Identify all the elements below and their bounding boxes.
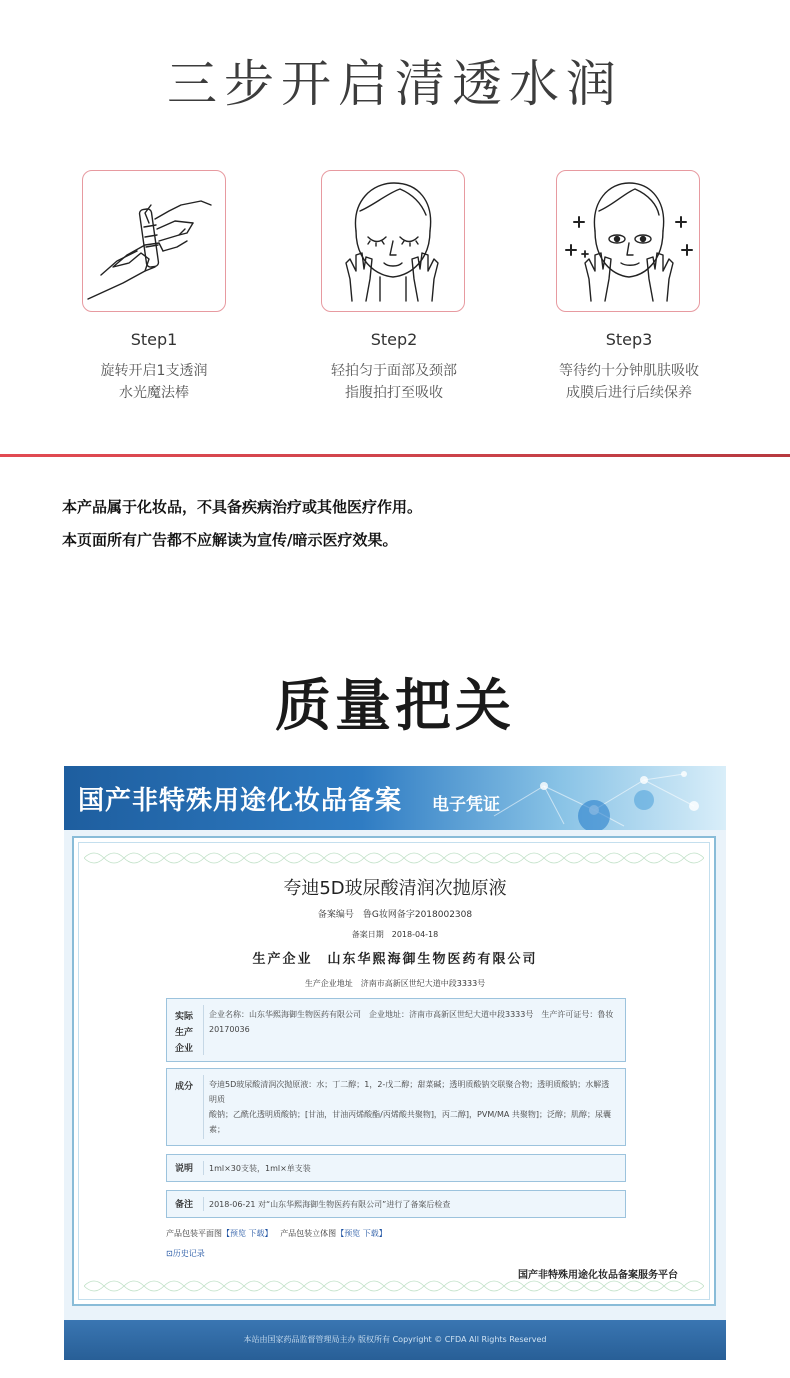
row-separator — [203, 1075, 204, 1139]
row-separator — [203, 1005, 204, 1055]
certificate-footer — [64, 1320, 726, 1360]
row-value: 夸迪5D玻尿酸清润次抛原液：水；丁二醇；1，2-戊二醇；甜菜碱；透明质酸钠交联聚合物；透明质酸钠；水解透明质 酸钠；乙酰化透明质酸钠；[甘油，甘油丙烯酸酯/丙烯酸共聚物]，丙二醇]，PVM/MA 共聚物]；泛醇；肌醇；尿囊 素； — [209, 1080, 611, 1134]
step2-label: Step2 — [370, 330, 418, 349]
step2-illustration — [321, 170, 465, 312]
row-label: 成分 — [174, 1082, 193, 1092]
step3-description: 等待约十分钟肌肤吸收 成膜后进行后续保养 — [559, 363, 699, 401]
manufacturer: 生产企业 山东华熙海御生物医药有限公司 — [252, 952, 538, 967]
step3-label: Step3 — [605, 330, 653, 349]
row-label: 说明 — [174, 1164, 193, 1174]
face-sparkle-icon — [557, 171, 698, 310]
row-value: 2018-06-21 对“山东华熙海御生物医药有限公司”进行了备案后检查 — [209, 1200, 451, 1209]
section-title: 三步开启清透水润 — [167, 55, 623, 113]
disclaimer-line-1: 本产品属于化妆品，不具备疾病治疗或其他医疗作用。 — [62, 498, 423, 516]
flat-preview-link[interactable]: 预览 — [230, 1229, 246, 1238]
section-divider — [0, 454, 790, 457]
step1-description: 旋转开启1支透润 水光魔法棒 — [100, 363, 208, 401]
platform-name: 国产非特殊用途化妆品备案服务平台 — [518, 1270, 678, 1281]
package-links: 产品包装平面图【预览 下载】 产品包装立体图【预览 下载】 — [166, 1229, 387, 1238]
stereo-image-label: 产品包装立体图 — [280, 1229, 337, 1238]
history-icon: ⊡ — [166, 1249, 173, 1258]
flat-download-link[interactable]: 下载 — [248, 1229, 265, 1238]
record-certificate — [64, 766, 726, 1360]
row-description — [166, 1154, 626, 1182]
disclaimer-line-2: 本页面所有广告都不应解读为宣传/暗示医疗效果。 — [62, 531, 398, 549]
certificate-title: 国产非特殊用途化妆品备案 — [78, 786, 403, 816]
record-number: 备案编号 鲁G妆网备字2018002308 — [317, 910, 473, 920]
row-value: 1ml×30支装，1ml×单支装 — [209, 1164, 311, 1173]
row-ingredients — [166, 1068, 626, 1146]
row-label: 实际 生产 企业 — [174, 1012, 193, 1054]
stereo-download-link[interactable]: 下载 — [362, 1229, 379, 1238]
row-separator — [203, 1197, 204, 1211]
product-name: 夸迪5D玻尿酸清润次抛原液 — [283, 878, 507, 899]
footer-copyright: 本站由国家药品监督管理局主办 版权所有 Copyright © CFDA All Rights Reserved — [243, 1335, 547, 1344]
row-label: 备注 — [174, 1200, 193, 1210]
step3-illustration — [556, 170, 700, 312]
manufacturer-address: 生产企业地址 济南市高新区世纪大道中段3333号 — [304, 979, 486, 988]
flat-image-label: 产品包装平面图 — [166, 1229, 222, 1238]
quality-title: 质量把关 — [275, 674, 515, 739]
row-remark — [166, 1190, 626, 1218]
guilloche-top — [84, 846, 704, 870]
step2-description: 轻拍匀于面部及颈部 指腹拍打至吸收 — [331, 363, 457, 401]
history-link[interactable]: ⊡历史记录 — [166, 1249, 205, 1258]
row-actual-manufacturer — [166, 998, 626, 1062]
stereo-preview-link[interactable]: 预览 — [344, 1229, 361, 1238]
step1-label: Step1 — [130, 330, 178, 349]
step1-illustration — [82, 170, 226, 312]
record-date: 备案日期 2018-04-18 — [351, 930, 439, 939]
certificate-header — [64, 766, 726, 830]
ampoule-hand-icon — [83, 171, 224, 310]
face-pat-icon — [322, 171, 463, 310]
molecule-decoration — [484, 766, 726, 830]
row-separator — [203, 1161, 204, 1175]
certificate-subtitle: 电子凭证 — [432, 795, 500, 815]
row-value: 企业名称：山东华熙海御生物医药有限公司 企业地址：济南市高新区世纪大道中段3333号 生产许可证号：鲁妆 20170036 — [209, 1010, 614, 1034]
